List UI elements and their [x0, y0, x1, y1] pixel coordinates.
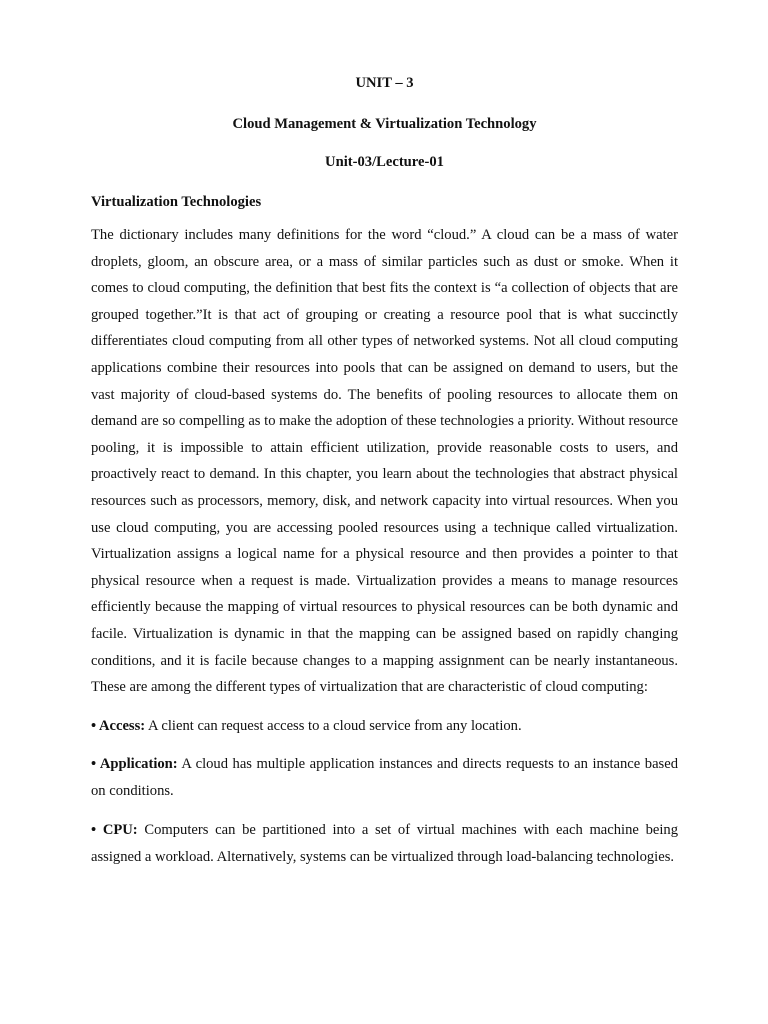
intro-paragraph: The dictionary includes many definitions for the word “cloud.” A cloud can be a mass of water droplets, gloom, an obscure area, or a mass of similar particles such as dust or smoke. When it comes to cloud computing, the definition that best fits the context is “a collection of objects that are grouped together.”It is that act of grouping or creating a resource pool that is what succinctly differentiates cloud computing from all other types of networked systems. Not all cloud computing applications combine their resources into pools that can be assigned on demand to users, but the vast majority of cloud-based systems do. The benefits of pooling resources to allocate them on demand are so compelling as to make the adoption of these technologies a priority. Without resource pooling, it is impossible to attain efficient utilization, provide reasonable costs to users, and proactively react to demand. In this chapter, you learn about the technologies that abstract physical resources such as processors, memory, disk, and network capacity into virtual resources. When you use cloud computing, you are accessing pooled resources using a technique called virtualization. Virtualization assigns a logical name for a physical resource and then provides a pointer to that physical resource when a request is made. Virtualization provides a means to manage resources efficiently because the mapping of virtual resources to physical resources can be both dynamic and facile. Virtualization is dynamic in that the mapping can be assigned based on rapidly changing conditions, and it is facile because changes to a mapping assignment can be nearly instantaneous. These are among the different types of virtualization that are characteristic of cloud computing:	[91, 227, 678, 696]
bullet-marker: •	[91, 756, 97, 773]
bullet-application	[91, 751, 678, 804]
course-title: Cloud Management & Virtualization Technology	[232, 116, 537, 132]
unit-heading: UNIT – 3	[355, 75, 414, 91]
document-page	[91, 73, 678, 871]
bullet-text: Computers can be partitioned into a set of virtual machines with each machine being assigned a workload. Alternatively, systems can be virtualized through load-balancing technologies.	[91, 822, 678, 866]
bullet-marker: •	[91, 822, 97, 839]
bullet-term: Application:	[99, 756, 178, 773]
bullet-term: Access:	[98, 717, 146, 734]
bullet-marker: •	[91, 717, 97, 734]
section-title: Virtualization Technologies	[91, 194, 262, 210]
bullet-access	[91, 713, 678, 740]
bullet-cpu	[91, 817, 678, 870]
bullet-text: A cloud has multiple application instances and directs requests to an instance based on conditions.	[91, 756, 678, 799]
bullet-text: A client can request access to a cloud service from any location.	[148, 717, 522, 734]
lecture-title: Unit-03/Lecture-01	[325, 154, 444, 170]
bullet-term: CPU:	[102, 822, 138, 839]
